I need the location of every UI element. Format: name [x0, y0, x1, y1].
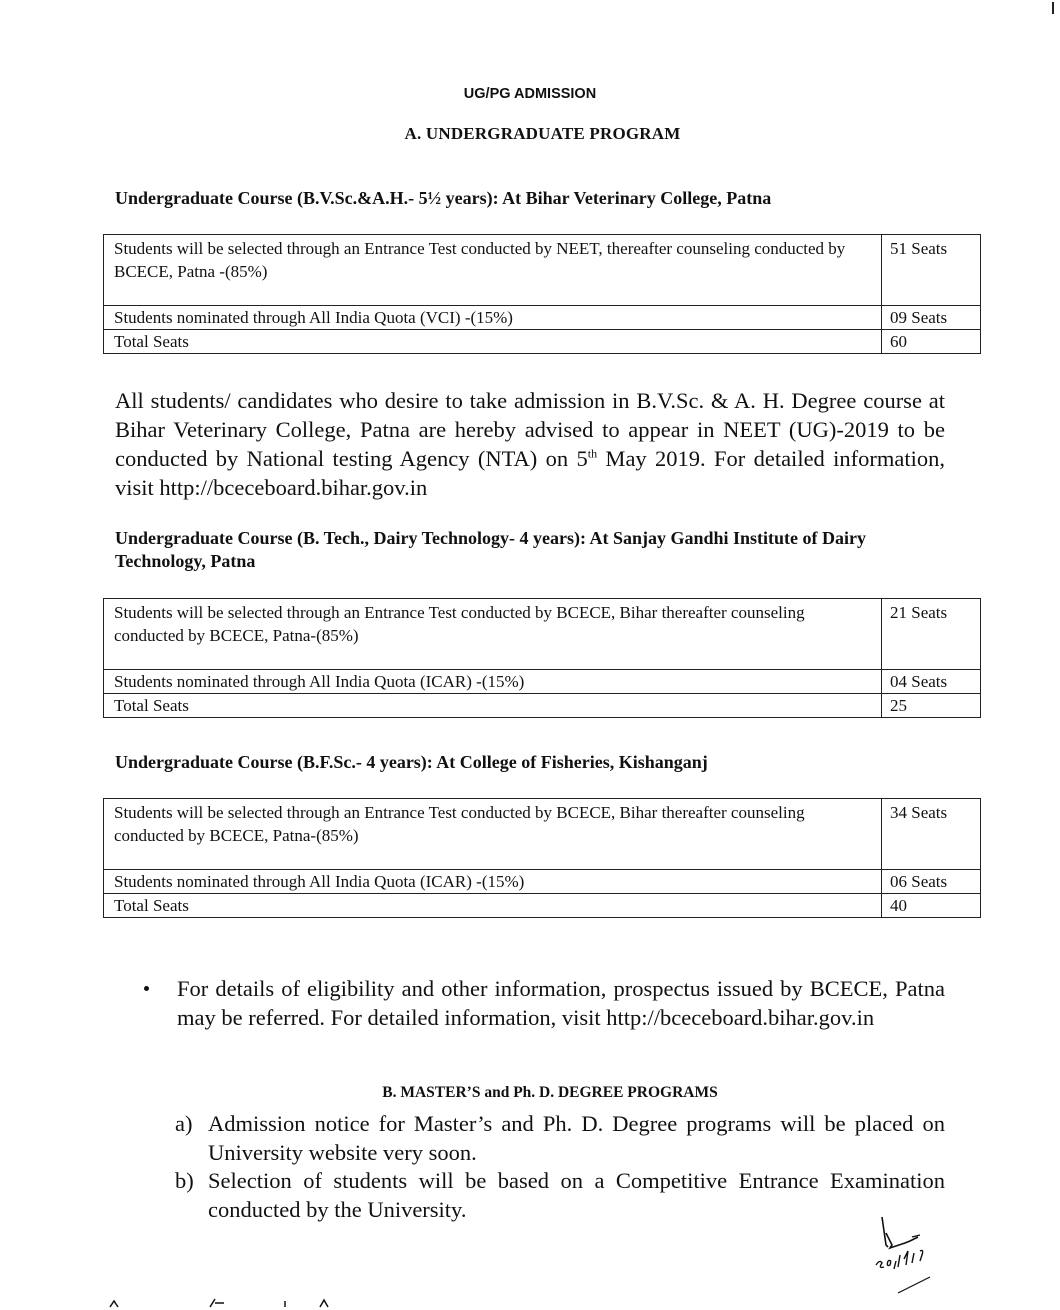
- bullet-icon: [144, 986, 149, 991]
- list-marker: a): [175, 1111, 193, 1136]
- seats-table-bfsc: [103, 798, 981, 918]
- row-description: Students will be selected through an Entrance Test conducted by NEET, thereafter counseling conducted by BCECE, Patna -(85%): [104, 235, 882, 306]
- scan-edge-mark: [1052, 2, 1054, 14]
- eligibility-bullet: For details of eligibility and other information, prospectus issued by BCECE, Patna may be referred. For detailed information, visit http://bceceboard.bihar.gov.in: [177, 976, 945, 1030]
- page-edge-marks: [0, 1295, 500, 1310]
- course-title-bfsc: Undergraduate Course (B.F.Sc.- 4 years): At College of Fisheries, Kishanganj: [115, 752, 708, 772]
- neet-notice-text-end: May 2019. For detailed information, visit http://bceceboard.bihar.gov.in: [115, 446, 945, 500]
- course-title-btech-dairy: Undergraduate Course (B. Tech., Dairy Technology- 4 years): At Sanjay Gandhi Institute of Dairy Technology, Patna: [115, 528, 867, 571]
- neet-notice-paragraph: [115, 386, 945, 502]
- row-description: Students nominated through All India Quota (VCI) -(15%): [104, 306, 882, 330]
- row-seats: 51 Seats: [882, 235, 981, 306]
- list-item: [175, 1166, 945, 1224]
- row-seats: 04 Seats: [882, 670, 981, 694]
- table-row: [104, 599, 981, 670]
- row-description: Students nominated through All India Quota (ICAR) -(15%): [104, 870, 882, 894]
- row-description: Students nominated through All India Quota (ICAR) -(15%): [104, 670, 882, 694]
- table-row: [104, 694, 981, 718]
- section-a-heading: A. UNDERGRADUATE PROGRAM: [404, 124, 681, 143]
- row-description: Total Seats: [104, 894, 882, 918]
- row-seats: 25: [882, 694, 981, 718]
- table-row: [104, 799, 981, 870]
- table-row: [104, 330, 981, 354]
- list-text: Selection of students will be based on a Competitive Entrance Examination conducted by the University.: [208, 1168, 945, 1222]
- row-seats: 06 Seats: [882, 870, 981, 894]
- handwritten-signature: [870, 1215, 970, 1305]
- course-title-bvsc: Undergraduate Course (B.V.Sc.&A.H.- 5½ years): At Bihar Veterinary College, Patna: [115, 188, 772, 208]
- row-description: Total Seats: [104, 330, 882, 354]
- table-row: [104, 870, 981, 894]
- row-seats: 40: [882, 894, 981, 918]
- table-row: [104, 894, 981, 918]
- row-description: Total Seats: [104, 694, 882, 718]
- seats-table-bvsc: [103, 234, 981, 354]
- row-seats: 34 Seats: [882, 799, 981, 870]
- row-seats: 21 Seats: [882, 599, 981, 670]
- row-seats: 09 Seats: [882, 306, 981, 330]
- document-title: UG/PG ADMISSION: [463, 86, 597, 102]
- table-row: [104, 306, 981, 330]
- seats-table-btech-dairy: [103, 598, 981, 718]
- list-marker: b): [175, 1168, 194, 1193]
- row-description: Students will be selected through an Entrance Test conducted by BCECE, Bihar thereafter counseling conducted by BCECE, Patna-(85%): [104, 799, 882, 870]
- list-text: Admission notice for Master’s and Ph. D. Degree programs will be placed on University website very soon.: [208, 1111, 945, 1165]
- table-row: [104, 670, 981, 694]
- row-description: Students will be selected through an Entrance Test conducted by BCECE, Bihar thereafter counseling conducted by BCECE, Patna-(85%): [104, 599, 882, 670]
- section-b-heading: B. MASTER’S and Ph. D. DEGREE PROGRAMS: [382, 1084, 718, 1101]
- ordinal-suffix: th: [587, 446, 598, 461]
- table-row: [104, 235, 981, 306]
- row-seats: 60: [882, 330, 981, 354]
- list-item: [175, 1109, 945, 1167]
- neet-notice-text: All students/ candidates who desire to take admission in B.V.Sc. & A. H. Degree course at Bihar Veterinary College, Patna are hereby advised to appear in NEET (UG)-2019 to be conducted by National testing Agency (NTA) on 5: [115, 388, 945, 471]
